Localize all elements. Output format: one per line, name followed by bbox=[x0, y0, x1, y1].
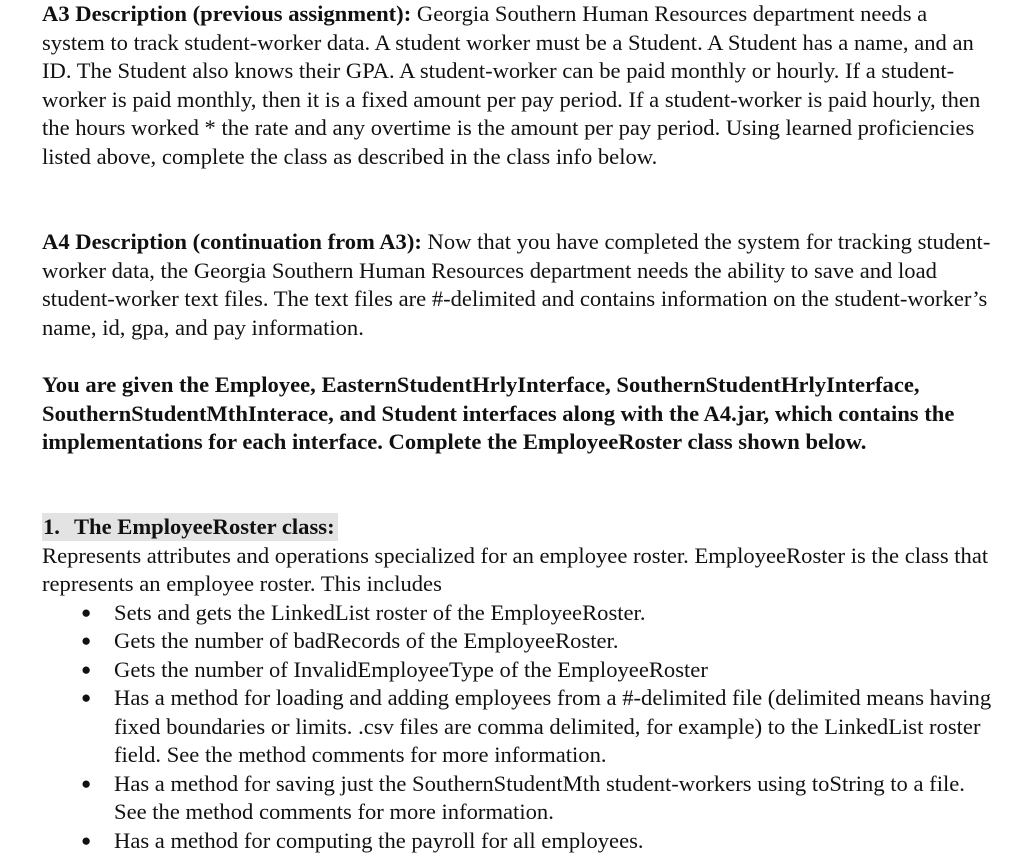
bullet-icon: ● bbox=[81, 631, 92, 650]
section-intro: Represents attributes and operations specialized for an employee roster. EmployeeRoster is the class that represents an employee roster. This includes bbox=[42, 542, 989, 596]
bullet-item bbox=[42, 684, 992, 770]
bullet-text: Has a method for saving just the SouthernStudentMth student-workers using toString to a file. See the method comments for more information. bbox=[114, 770, 965, 824]
a3-description-text: Georgia Southern Human Resources department needs a system to track student-worker data. A student worker must be a Student. A Student has a name, and an ID. The Student also knows their GPA. A student-worker can be paid monthly or hourly. If a student-worker is paid monthly, then it is a fixed amount per pay period. If a student-worker is paid hourly, then the hours worked * the rate and any overtime is the amount per pay period. Using learned proficiencies listed above, complete the class as described in the class info below. bbox=[42, 1, 981, 169]
bullet-item bbox=[42, 770, 992, 827]
bullet-item bbox=[42, 599, 992, 628]
section-number: 1. bbox=[43, 514, 60, 539]
given-instructions-paragraph: You are given the Employee, EasternStudentHrlyInterface, SouthernStudentHrlyInterface, SouthernStudentMthInterace, and Student interfaces along with the A4.jar, which contains the implementations for each interface. Complete the EmployeeRoster class shown below. bbox=[42, 372, 955, 454]
bullet-icon: ● bbox=[81, 602, 92, 622]
bullet-item bbox=[42, 827, 992, 856]
section-title: The EmployeeRoster class: bbox=[73, 514, 335, 539]
bullet-item bbox=[42, 656, 992, 685]
bullet-icon: ● bbox=[81, 830, 92, 850]
a4-description-paragraph bbox=[42, 228, 992, 342]
bullet-icon: ● bbox=[81, 773, 92, 793]
bullet-icon: ● bbox=[81, 688, 92, 707]
a3-description-paragraph bbox=[42, 0, 992, 171]
a3-description-label: A3 Description (previous assignment): bbox=[42, 1, 412, 26]
bullet-item bbox=[42, 627, 992, 656]
employee-roster-section bbox=[42, 513, 992, 855]
feature-bullet-list bbox=[42, 599, 992, 856]
bullet-text: Has a method for computing the payroll for all employees. bbox=[114, 827, 644, 853]
bullet-text: Sets and gets the LinkedList roster of the EmployeeRoster. bbox=[114, 599, 646, 625]
bullet-text: Has a method for loading and adding employees from a #-delimited file (delimited means having fixed boundaries or limits. .csv files are comma delimited, for example) to the LinkedList roster field. See the method comments for more information. bbox=[114, 685, 992, 767]
bullet-text: Gets the number of badRecords of the EmployeeRoster. bbox=[114, 628, 619, 653]
bullet-text: Gets the number of InvalidEmployeeType of the EmployeeRoster bbox=[114, 656, 708, 682]
a4-description-text: Now that you have completed the system for tracking student-worker data, the Georgia Southern Human Resources department needs the ability to save and load student-worker text files. The text files are #-delimited and contains information on the student-worker’s name, id, gpa, and pay information. bbox=[42, 229, 991, 340]
section-heading bbox=[42, 513, 338, 541]
a4-description-label: A4 Description (continuation from A3): bbox=[42, 229, 422, 254]
bullet-icon: ● bbox=[81, 659, 92, 679]
